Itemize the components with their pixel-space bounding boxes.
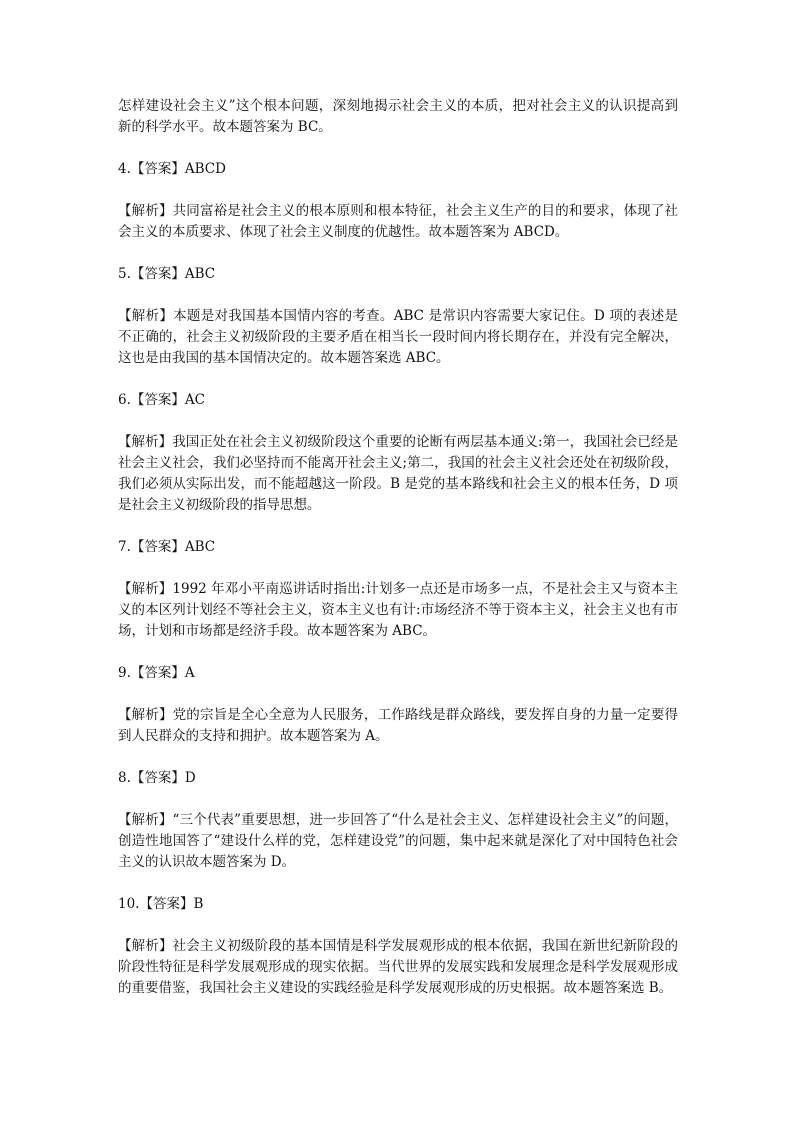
answer-line-7: 7.【答案】ABC — [118, 539, 216, 555]
document-page — [118, 96, 678, 999]
spacer — [118, 789, 678, 810]
answer-line-9: 9.【答案】A — [118, 665, 195, 681]
spacer — [118, 285, 678, 306]
explanation-paragraph-7: 【解析】1992 年邓小平南巡讲话时指出:计划多一点还是市场多一点，不是社会主又与资本主义的本区列计划经不等社会主义，资本主义也有计:市场经济不等于资本主义，社会主义也有市场，计划和市场都是经济手段。故本题答案为 ABC。 — [118, 581, 678, 639]
spacer — [118, 747, 678, 768]
answer-line-5: 5.【答案】ABC — [118, 266, 216, 282]
explanation-paragraph-3-continued: 怎样建设社会主义”这个根本问题，深刻地揭示社会主义的本质，把对社会主义的认识提高到新的科学水平。故本题答案为 BC。 — [118, 98, 678, 135]
answer-line-4: 4.【答案】ABCD — [118, 161, 226, 177]
answer-line-8: 8.【答案】D — [118, 770, 196, 786]
spacer — [118, 915, 678, 936]
spacer — [118, 873, 678, 894]
spacer — [118, 411, 678, 432]
explanation-paragraph-8: 【解析】“三个代表”重要思想，进一步回答了“什么是社会主义、怎样建设社会主义”的问题，创造性地国答了“建设什么样的党，怎样建设党”的问题，集中起来就是深化了对中国特色社会主义的认识故本题答案为 D。 — [118, 812, 678, 870]
spacer — [118, 642, 678, 663]
explanation-paragraph-5: 【解析】本题是对我国基本国情内容的考查。ABC 是常识内容需要大家记住。D 项的表述是不正确的，社会主义初级阶段的主要矛盾在相当长一段时间内将长期存在，并没有完全解决，这也是由我国的基本国情决定的。故本题答案选 ABC。 — [118, 308, 678, 366]
explanation-paragraph-6: 【解析】我国正处在社会主义初级阶段这个重要的论断有两层基本通义:第一，我国社会已经是社会主义社会，我们必坚持而不能离开社会主义;第二，我国的社会主义社会还处在初级阶段，我们必须从实际出发，而不能超越这一阶段。B 是党的基本路线和社会主义的根本任务，D 项是社会主义初级阶段的指导思想。 — [118, 434, 678, 513]
spacer — [118, 180, 678, 201]
explanation-paragraph-9: 【解析】党的宗旨是全心全意为人民服务，工作路线是群众路线，要发挥自身的力量一定要得到人民群众的支持和拥护。故本题答案为 A。 — [118, 707, 678, 744]
spacer — [118, 558, 678, 579]
spacer — [118, 243, 678, 264]
spacer — [118, 138, 678, 159]
explanation-paragraph-10: 【解析】社会主义初级阶段的基本国情是科学发展观形成的根本依据，我国在新世纪新阶段的阶段性特征是科学发展观形成的现实依据。当代世界的发展实践和发展理念是科学发展观形成的重要借鉴，我国社会主义建设的实践经验是科学发展观形成的历史根据。故本题答案选 B。 — [118, 938, 678, 996]
spacer — [118, 516, 678, 537]
answer-line-6: 6.【答案】AC — [118, 392, 205, 408]
spacer — [118, 684, 678, 705]
answer-line-10: 10.【答案】B — [118, 896, 204, 912]
spacer — [118, 369, 678, 390]
explanation-paragraph-4: 【解析】共同富裕是社会主义的根本原则和根本特征，社会主义生产的目的和要求，体现了社会主义的本质要求、体现了社会主义制度的优越性。故本题答案为 ABCD。 — [118, 203, 678, 240]
